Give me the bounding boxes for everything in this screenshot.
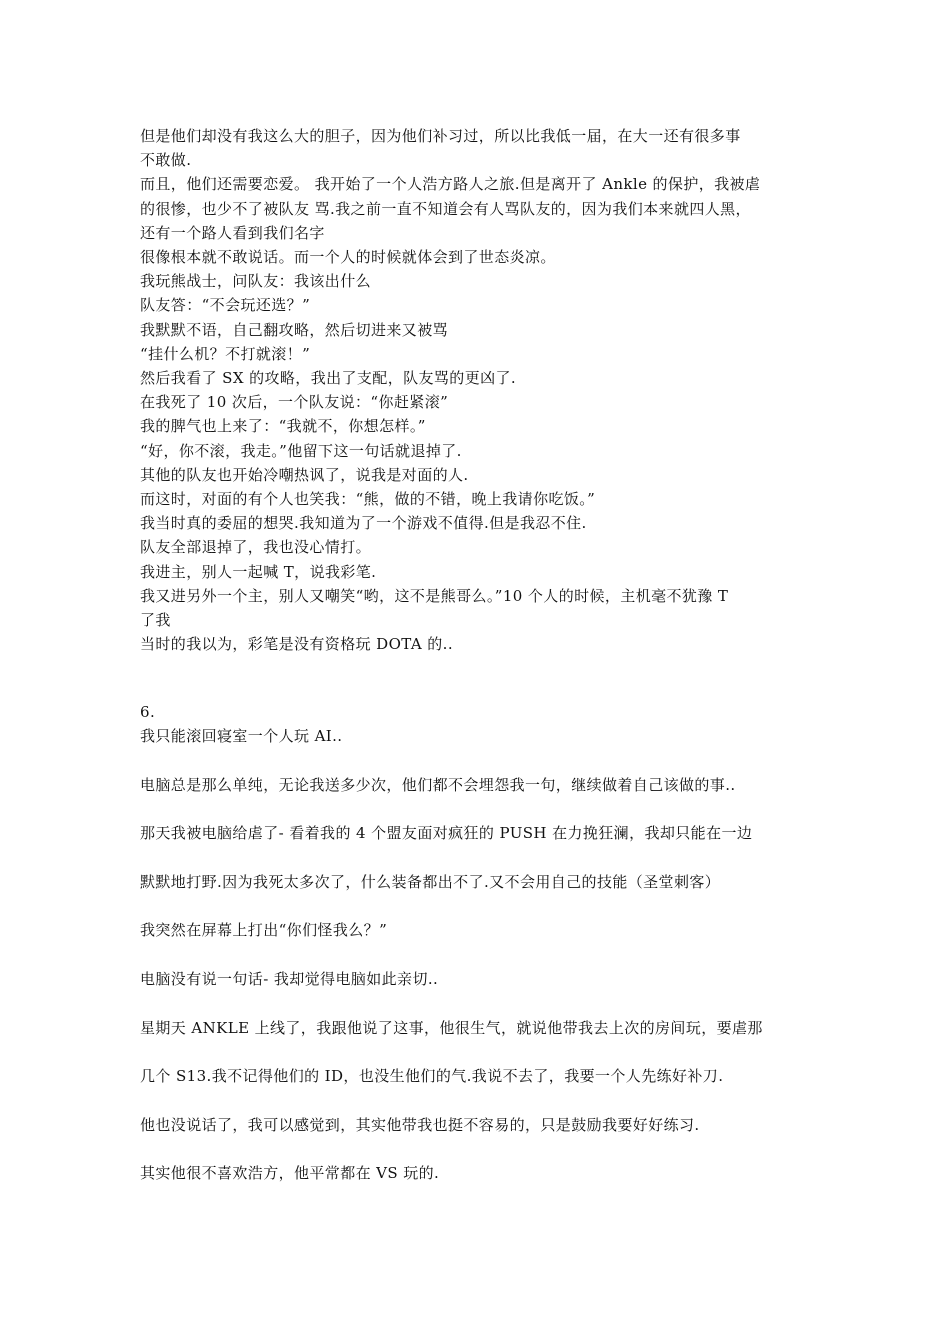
- text-line: 而且，他们还需要恋爱。 我开始了一个人浩方路人之旅.但是离开了 Ankle 的保护，我被虐: [140, 175, 761, 194]
- paragraph: 他也没说话了，我可以感觉到，其实他带我也挺不容易的，只是鼓励我要好好练习.: [140, 1115, 700, 1134]
- paragraph: 电脑总是那么单纯，无论我送多少次，他们都不会埋怨我一句，继续做着自己该做的事..: [140, 775, 736, 794]
- story-section-6: [140, 700, 820, 1210]
- text-line: “挂什么机？不打就滚！”: [140, 344, 311, 363]
- text-line: 不敢做.: [140, 151, 192, 170]
- paragraph: 电脑没有说一句话- 我却觉得电脑如此亲切..: [140, 969, 439, 988]
- text-line: 在我死了 10 次后，一个队友说：“你赶紧滚”: [140, 393, 449, 412]
- text-line: 还有一个路人看到我们名字: [140, 223, 325, 242]
- text-line: 我进主，别人一起喊 T，说我彩笔.: [140, 562, 377, 581]
- paragraph: 几个 S13.我不记得他们的 ID，也没生他们的气.我说不去了，我要一个人先练好补刀.: [140, 1067, 724, 1086]
- paragraph: 那天我被电脑给虐了- 看着我的 4 个盟友面对疯狂的 PUSH 在力挽狂澜，我却只能在一边: [140, 824, 753, 843]
- blank-line: [140, 748, 820, 772]
- text-line: 其他的队友也开始冷嘲热讽了，说我是对面的人.: [140, 465, 469, 484]
- text-line: 的很惨，也少不了被队友 骂.我之前一直不知道会有人骂队友的，因为我们本来就四人黑，: [140, 199, 751, 218]
- story-block-1: [140, 124, 820, 656]
- text-line: 我又进另外一个主，别人又嘲笑“哟，这不是熊哥么。”10 个人的时候，主机毫不犹豫 T: [140, 586, 729, 605]
- text-line: 而这时，对面的有个人也笑我：“熊，做的不错，晚上我请你吃饭。”: [140, 490, 596, 509]
- paragraph: 星期天 ANKLE 上线了，我跟他说了这事，他很生气，就说他带我去上次的房间玩，要虐那: [140, 1018, 763, 1037]
- text-line: “好，你不滚，我走。”他留下这一句话就退掉了.: [140, 441, 462, 460]
- paragraph: 默默地打野.因为我死太多次了，什么装备都出不了.又不会用自己的技能（圣堂刺客）: [140, 872, 721, 891]
- text-line: 了我: [140, 611, 171, 630]
- text-line: 然后我看了 SX 的攻略，我出了支配，队友骂的更凶了.: [140, 369, 517, 388]
- text-line: 队友全部退掉了，我也没心情打。: [140, 538, 372, 557]
- paragraph: 我突然在屏幕上打出“你们怪我么？”: [140, 921, 388, 940]
- section-intro: 我只能滚回寝室一个人玩 AI..: [140, 727, 343, 746]
- text-line: 我默默不语，自己翻攻略，然后切进来又被骂: [140, 320, 449, 339]
- text-line: 队友答：“不会玩还选？”: [140, 296, 311, 315]
- text-line: 我当时真的委屈的想哭.我知道为了一个游戏不值得.但是我忍不住.: [140, 514, 587, 533]
- paragraph: 其实他很不喜欢浩方，他平常都在 VS 玩的.: [140, 1164, 440, 1183]
- text-line: 当时的我以为，彩笔是没有资格玩 DOTA 的..: [140, 635, 454, 654]
- text-line: 我的脾气也上来了：“我就不，你想怎样。”: [140, 417, 426, 436]
- text-line: 很像根本就不敢说话。而一个人的时候就体会到了世态炎凉。: [140, 248, 556, 267]
- text-line: 但是他们却没有我这么大的胆子，因为他们补习过，所以比我低一届，在大一还有很多事: [140, 127, 741, 145]
- section-number: 6.: [140, 703, 156, 721]
- text-line: 我玩熊战士，问队友：我该出什么: [140, 272, 372, 291]
